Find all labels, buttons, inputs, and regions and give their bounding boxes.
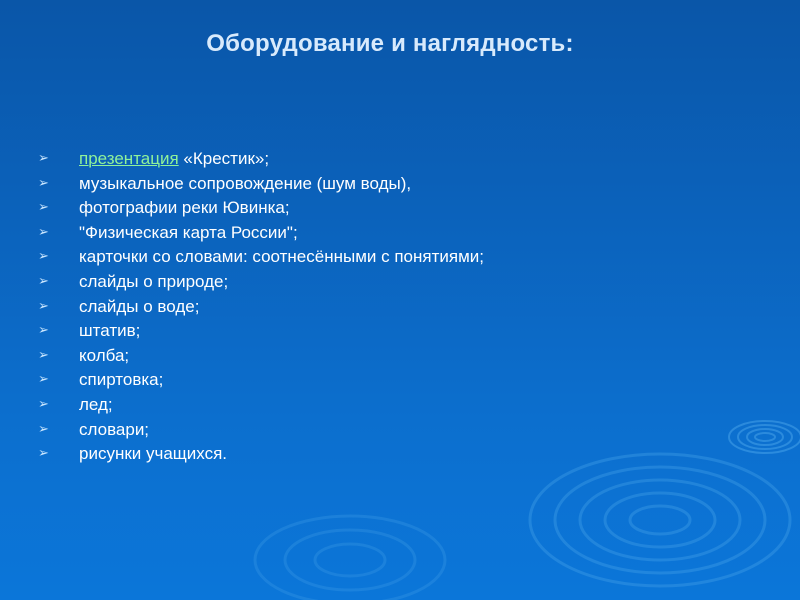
- list-item-text: спиртовка;: [79, 370, 164, 390]
- list-item: [36, 442, 484, 467]
- arrowhead-bullet-icon: ➢: [38, 347, 49, 363]
- list-item-text: слайды о воде;: [79, 296, 200, 316]
- list-item-text: колба;: [79, 345, 130, 365]
- list-item-text: слайды о природе;: [79, 271, 229, 291]
- arrowhead-bullet-icon: ➢: [38, 249, 49, 265]
- slide-title: Оборудование и наглядность:: [206, 30, 574, 57]
- list-item: [36, 221, 484, 246]
- arrowhead-bullet-icon: ➢: [38, 175, 49, 191]
- list-item: [36, 393, 484, 418]
- arrowhead-bullet-icon: ➢: [38, 298, 49, 314]
- list-item: [36, 270, 484, 295]
- arrowhead-bullet-icon: ➢: [38, 421, 49, 437]
- list-item: [36, 147, 484, 172]
- list-item-text: "Физическая карта России";: [79, 222, 298, 242]
- equipment-list: [36, 147, 484, 467]
- list-item-text: «Крестик»;: [178, 149, 270, 168]
- presentation-link[interactable]: презентация: [79, 149, 179, 168]
- list-item: [36, 319, 484, 344]
- arrowhead-bullet-icon: ➢: [38, 323, 49, 339]
- list-item: [36, 172, 484, 197]
- list-item: [36, 418, 484, 443]
- list-item-text: лед;: [79, 394, 113, 414]
- arrowhead-bullet-icon: ➢: [38, 200, 49, 216]
- list-item: [36, 245, 484, 270]
- arrowhead-bullet-icon: ➢: [38, 396, 49, 412]
- arrowhead-bullet-icon: ➢: [38, 151, 49, 166]
- list-item-text: фотографии реки Ювинка;: [79, 198, 290, 218]
- list-item-text: рисунки учащихся.: [79, 444, 228, 464]
- list-item: [36, 368, 484, 393]
- arrowhead-bullet-icon: ➢: [38, 224, 49, 240]
- arrowhead-bullet-icon: ➢: [38, 273, 49, 289]
- list-item: [36, 196, 484, 221]
- list-item-text: карточки со словами: соотнесёнными с понятиями;: [79, 247, 484, 267]
- arrowhead-bullet-icon: ➢: [38, 446, 49, 462]
- list-item-text: штатив;: [79, 321, 141, 341]
- list-item-text: музыкальное сопровождение (шум воды),: [79, 173, 412, 193]
- arrowhead-bullet-icon: ➢: [38, 372, 49, 388]
- list-item: [36, 344, 484, 369]
- list-item-text: словари;: [79, 419, 150, 439]
- list-item: [36, 295, 484, 320]
